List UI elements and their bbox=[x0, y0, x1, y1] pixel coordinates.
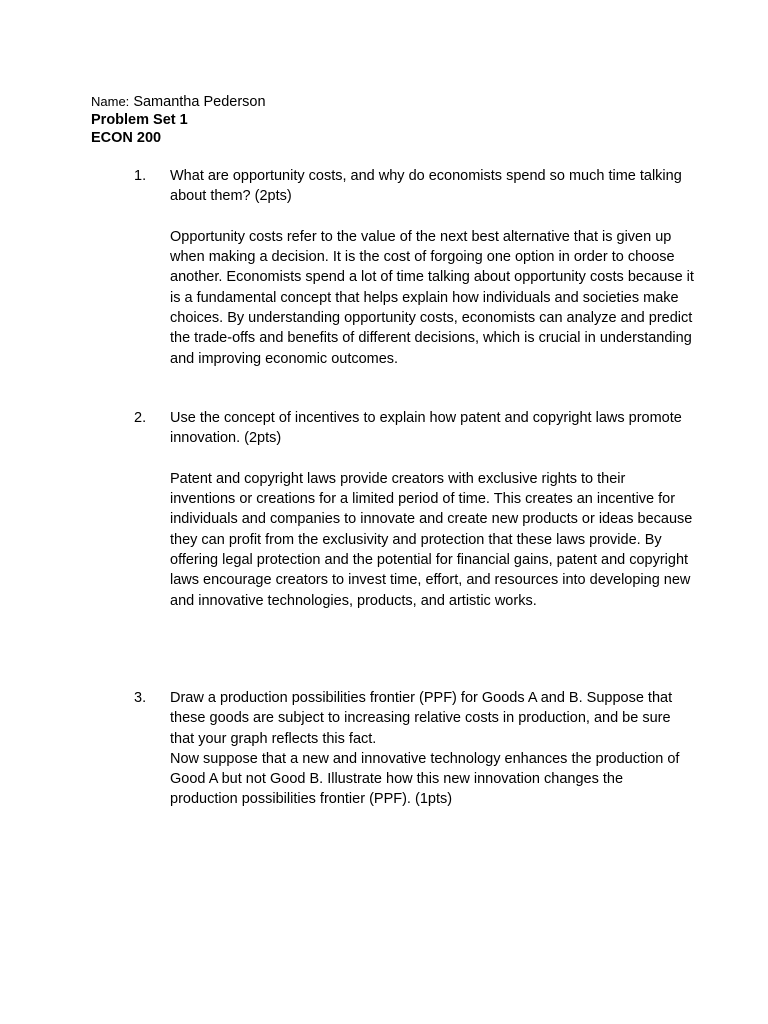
question-2 bbox=[134, 408, 694, 611]
course-code: ECON 200 bbox=[91, 130, 162, 146]
question-number: 2. bbox=[134, 410, 147, 426]
problem-set-title: Problem Set 1 bbox=[91, 112, 188, 128]
question-number: 1. bbox=[134, 168, 147, 184]
document-header bbox=[91, 93, 266, 147]
question-3 bbox=[134, 688, 694, 810]
question-prompt-continued: Now suppose that a new and innovative technology enhances the production of Good A but not Good B. Illustrate how this new innovation changes the production possibilities frontier (PPF). (1pts) bbox=[170, 750, 680, 808]
question-answer: Patent and copyright laws provide creators with exclusive rights to their inventions or creations for a limited period of time. This creates an incentive for individuals and companies to innovate and create new products or ideas because they can profit from the exclusivity and protection that these laws provide. By offering legal protection and the potential for financial gains, patent and copyright laws encourage creators to invest time, effort, and resources into developing new and innovative technologies, products, and artistic works. bbox=[170, 470, 693, 609]
question-answer: Opportunity costs refer to the value of the next best alternative that is given up when making a decision. It is the cost of forgoing one option in order to choose another. Economists spend a lot of time talking about opportunity costs because it is a fundamental concept that helps explain how individuals and societies make choices. By understanding opportunity costs, economists can analyze and predict the trade-offs and benefits of different decisions, which is crucial in understanding and improving economic outcomes. bbox=[170, 228, 694, 367]
question-prompt: Draw a production possibilities frontier (PPF) for Goods A and B. Suppose that these goods are subject to increasing relative costs in production, and be sure that your graph reflects this fact. bbox=[170, 690, 673, 747]
question-number: 3. bbox=[134, 690, 147, 706]
name-label: Name: bbox=[91, 94, 130, 109]
question-prompt: What are opportunity costs, and why do economists spend so much time talking about them? (2pts) bbox=[170, 168, 682, 205]
student-name: Samantha Pederson bbox=[129, 94, 266, 110]
student-name-line bbox=[91, 93, 266, 111]
question-prompt: Use the concept of incentives to explain how patent and copyright laws promote innovation. (2pts) bbox=[170, 410, 682, 447]
question-1 bbox=[134, 166, 694, 369]
